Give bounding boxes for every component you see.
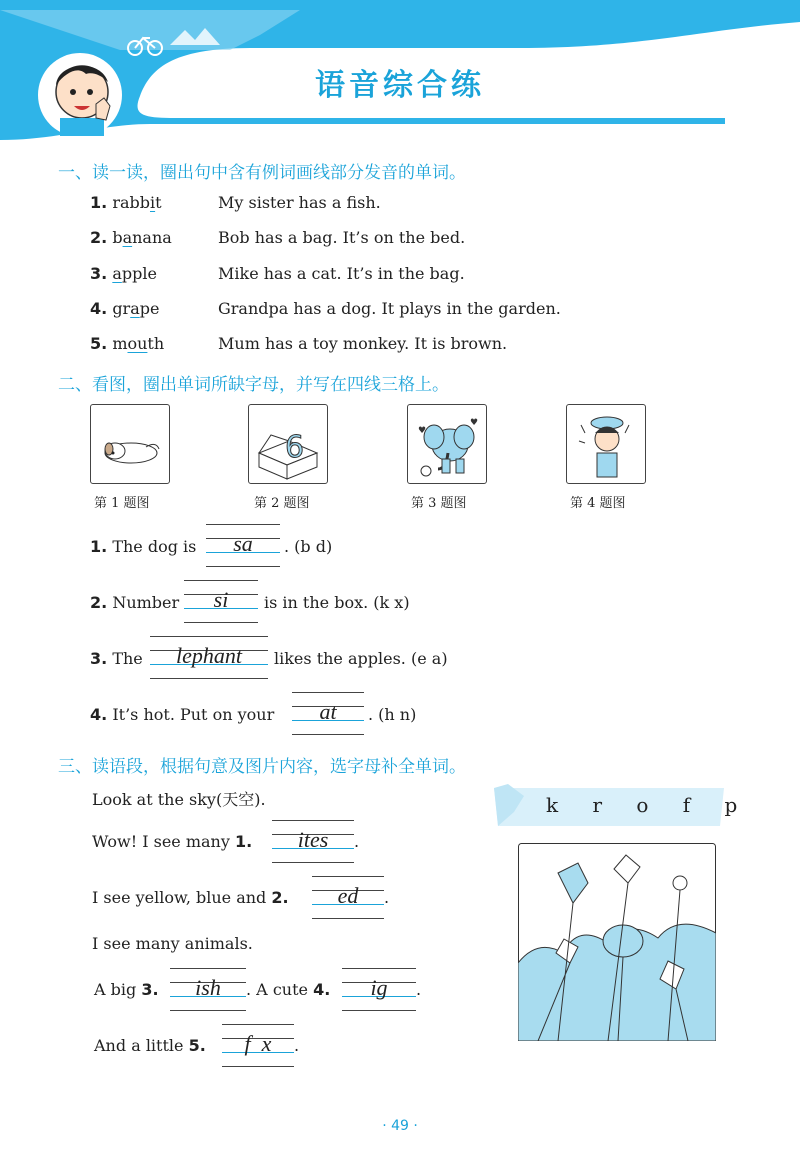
- example-num: 4.: [90, 299, 108, 318]
- example-word-pre: m: [112, 334, 128, 353]
- s3-line5-mid-wrap: [246, 980, 330, 999]
- example-row: [90, 264, 157, 283]
- s3-answer-1-lines[interactable]: [272, 820, 354, 862]
- s3-line-2: [92, 832, 252, 851]
- example-num: 2.: [90, 228, 108, 247]
- s2-answer-1: sa: [233, 531, 253, 556]
- letter-options: k r o f p: [546, 793, 752, 817]
- s2-row-3: [90, 649, 143, 668]
- s2-post-1: . (b d): [284, 537, 333, 556]
- caption-2: 第 2 题图: [254, 496, 310, 511]
- s2-post-3: likes the apples. (e a): [274, 649, 448, 668]
- example-word-underlined: a: [122, 228, 133, 247]
- caption-1: 第 1 题图: [94, 496, 150, 511]
- s3-answer-5-lines[interactable]: [222, 1024, 294, 1066]
- s2-pre-3: The: [112, 649, 143, 668]
- s2-num-1: 1.: [90, 537, 108, 556]
- s2-row-1: [90, 537, 196, 556]
- s3-answer-3-lines[interactable]: [170, 968, 246, 1010]
- example-row: [90, 299, 159, 318]
- s3-num-3: 3.: [141, 980, 159, 999]
- s2-answer-2-lines[interactable]: [184, 580, 258, 622]
- s2-answer-3: lephant: [176, 643, 242, 668]
- example-word: [112, 264, 157, 283]
- hot-boy-hat-picture: [566, 404, 646, 484]
- s2-num-3: 3.: [90, 649, 108, 668]
- example-sentence[interactable]: Bob has a bag. It’s on the bed.: [218, 228, 466, 247]
- svg-text:6: 6: [285, 430, 305, 465]
- caption-3: 第 3 题图: [411, 496, 467, 511]
- svg-text:♥: ♥: [418, 426, 427, 436]
- s2-post-2: is in the box. (k x): [264, 593, 410, 612]
- section2-heading: 二、看图，圈出单词所缺字母，并写在四线三格上。: [58, 375, 449, 395]
- s2-num-2: 2.: [90, 593, 108, 612]
- s3-answer-4-lines[interactable]: [342, 968, 416, 1010]
- s2-pre-4: It’s hot. Put on your: [112, 705, 275, 724]
- example-word-underlined: ou: [127, 334, 148, 353]
- example-row: [90, 193, 162, 212]
- s3-line-1: Look at the sky(天空).: [92, 790, 266, 809]
- example-sentence[interactable]: My sister has a fish.: [218, 193, 381, 212]
- example-word: [112, 228, 171, 247]
- example-word-pre: rabb: [112, 193, 150, 212]
- example-word-pre: gr: [112, 299, 131, 318]
- example-sentence[interactable]: Mike has a cat. It’s in the bag.: [218, 264, 465, 283]
- example-word-post: pe: [139, 299, 160, 318]
- dog-picture: [90, 404, 170, 484]
- s2-num-4: 4.: [90, 705, 108, 724]
- example-word: [112, 334, 164, 353]
- example-word: [112, 299, 159, 318]
- example-word-underlined: a: [130, 299, 140, 318]
- s3-answer-5: f x: [244, 1031, 272, 1056]
- s3-num-4: 4.: [313, 980, 331, 999]
- s2-answer-4-lines[interactable]: [292, 692, 364, 734]
- s3-line-3: [92, 888, 289, 907]
- example-row: [90, 334, 164, 353]
- example-num: 5.: [90, 334, 108, 353]
- page-number: · 49 ·: [382, 1118, 418, 1134]
- kites-picture: [518, 843, 716, 1041]
- pig-kite-icon: [603, 925, 643, 957]
- s2-row-4: [90, 705, 274, 724]
- s3-answer-1: ites: [297, 827, 329, 852]
- s3-line2-post: .: [354, 832, 360, 851]
- s2-post-4: . (h n): [368, 705, 417, 724]
- example-word-pre: b: [112, 228, 123, 247]
- box-six-picture: [248, 404, 328, 484]
- example-word-underlined: i: [149, 193, 156, 212]
- example-sentence[interactable]: Grandpa has a dog. It plays in the garden.: [218, 299, 561, 318]
- example-sentence[interactable]: Mum has a toy monkey. It is brown.: [218, 334, 508, 353]
- s3-line-5: [94, 980, 159, 999]
- s3-answer-3: ish: [195, 975, 221, 1000]
- elephant-picture: [407, 404, 487, 484]
- s3-num-5: 5.: [188, 1036, 206, 1055]
- s2-pre-1: The dog is: [112, 537, 197, 556]
- fox-kite-icon: [673, 876, 687, 890]
- s3-answer-2: ed: [337, 883, 359, 908]
- example-word-post: t: [155, 193, 162, 212]
- s3-line2-pre: Wow! I see many: [92, 832, 230, 851]
- s2-pre-2: Number: [112, 593, 180, 612]
- section3-heading: 三、读语段，根据句意及图片内容，选字母补全单词。: [58, 757, 466, 777]
- boy-avatar-icon: [38, 53, 122, 137]
- example-word-post: th: [147, 334, 165, 353]
- s3-line5-pre: A big: [94, 980, 137, 999]
- s3-answer-2-lines[interactable]: [312, 876, 384, 918]
- s3-line5-post: .: [416, 980, 422, 999]
- svg-text:♥: ♥: [470, 418, 479, 428]
- section1-heading: 一、读一读，圈出句中含有例词画线部分发音的单词。: [58, 163, 466, 183]
- page-title: 语音综合练: [315, 68, 485, 103]
- example-word: [112, 193, 161, 212]
- s3-num-2: 2.: [271, 888, 289, 907]
- example-word-underlined: a: [112, 264, 122, 283]
- s3-line5-mid: . A cute: [246, 980, 308, 999]
- s3-line-4: I see many animals.: [92, 934, 253, 953]
- s3-line3-post: .: [384, 888, 390, 907]
- example-num: 1.: [90, 193, 108, 212]
- example-row: [90, 228, 172, 247]
- s3-answer-4: ig: [370, 975, 388, 1000]
- example-word-post: pple: [121, 264, 157, 283]
- s2-row-2: [90, 593, 179, 612]
- s3-line6-pre: And a little: [94, 1036, 184, 1055]
- example-word-post: nana: [132, 228, 172, 247]
- s3-line-6: [94, 1036, 206, 1055]
- s3-line3-pre: I see yellow, blue and: [92, 888, 267, 907]
- s2-answer-2: si: [213, 587, 229, 612]
- example-num: 3.: [90, 264, 108, 283]
- s3-line6-post: .: [294, 1036, 300, 1055]
- s2-answer-4: at: [319, 699, 337, 724]
- s2-answer-1-lines[interactable]: [206, 524, 280, 566]
- s3-num-1: 1.: [235, 832, 253, 851]
- caption-4: 第 4 题图: [570, 496, 626, 511]
- s2-answer-3-lines[interactable]: [150, 636, 268, 678]
